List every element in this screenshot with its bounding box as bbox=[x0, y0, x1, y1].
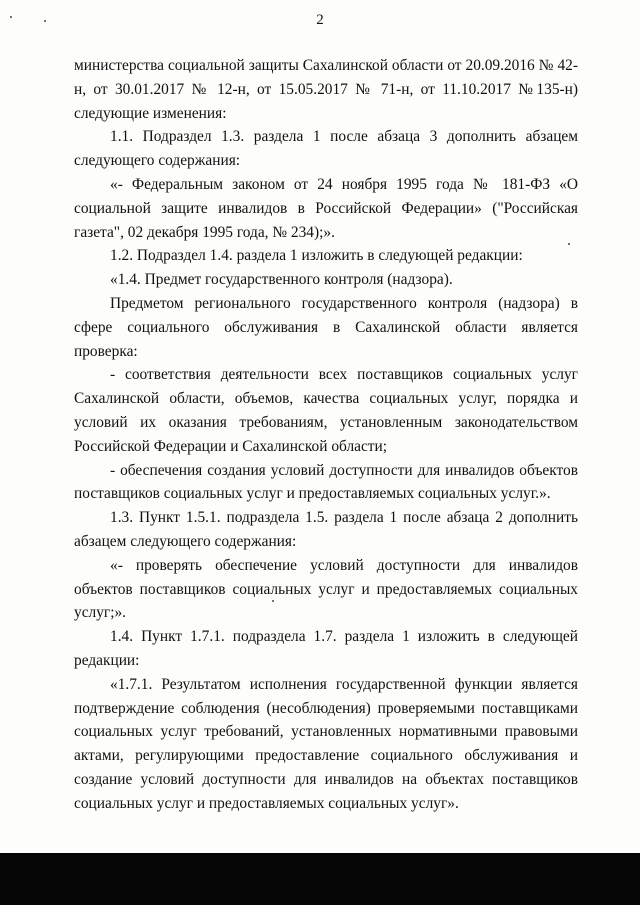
paragraph-accessibility-item: - обеспечения создания условий доступности для инвалидов объектов поставщиков социальных услуг и предоставляемых социальных услуг.». bbox=[74, 461, 578, 503]
paragraph-subject-definition: Предметом регионального государственного контроля (надзора) в сфере социального обслуживания в Сахалинской области является проверка: bbox=[74, 294, 578, 360]
paragraph-intro-continuation: министерства социальной защиты Сахалинской области от 20.09.2016 № 42-н, от 30.01.2017 № 12-н, от 15.05.2017 № 71-н, от 11.10.2017 №135-н) следующие изменения: bbox=[74, 57, 578, 122]
scan-speck bbox=[10, 16, 12, 18]
paragraph-subject-heading: «1.4. Предмет государственного контроля (надзора). bbox=[110, 271, 453, 289]
paragraph-federal-law-quote: «- Федеральным законом от 24 ноября 1995 года № 181-ФЗ «О социальной защите инвалидов в Российской Федерации» ("Российская газета", 02 декабря 1995 года, № 234);». bbox=[74, 175, 578, 241]
document-body bbox=[74, 54, 578, 816]
paragraph-item-1-2: 1.2. Подраздел 1.4. раздела 1 изложить в следующей редакции: bbox=[110, 247, 523, 265]
page-number: 2 bbox=[316, 12, 324, 28]
paragraph-item-1-4: 1.4. Пункт 1.7.1. подраздела 1.7. раздела 1 изложить в следующей редакции: bbox=[74, 628, 578, 669]
scan-bottom-border bbox=[0, 853, 640, 905]
scan-speck bbox=[272, 600, 274, 602]
paragraph-compliance-item: - соответствия деятельности всех поставщиков социальных услуг Сахалинской области, объемов, качества социальных услуг, порядка и условий их оказания требованиям, установленным законодательством Российской Федерации и Сахалинской области; bbox=[74, 366, 578, 455]
scan-speck bbox=[568, 243, 570, 245]
paragraph-result-definition: «1.7.1. Результатом исполнения государственной функции является подтверждение соблюдения (несоблюдения) проверяемыми поставщиками социальных услуг требований, установленных нормативными правовыми актами, регулирующими предоставление социального обслуживания и создание условий доступности для инвалидов на объектах поставщиков социальных услуг и предоставляемых социальных услуг». bbox=[74, 675, 578, 812]
scan-speck bbox=[44, 20, 46, 22]
paragraph-verify-accessibility: «- проверять обеспечение условий доступности для инвалидов объектов поставщиков социальных услуг и предоставляемых социальных услуг;». bbox=[74, 556, 578, 622]
paragraph-item-1-3: 1.3. Пункт 1.5.1. подраздела 1.5. раздела 1 после абзаца 2 дополнить абзацем следующего содержания: bbox=[74, 509, 578, 550]
paragraph-item-1-1: 1.1. Подраздел 1.3. раздела 1 после абзаца 3 дополнить абзацем следующего содержания: bbox=[74, 128, 578, 170]
